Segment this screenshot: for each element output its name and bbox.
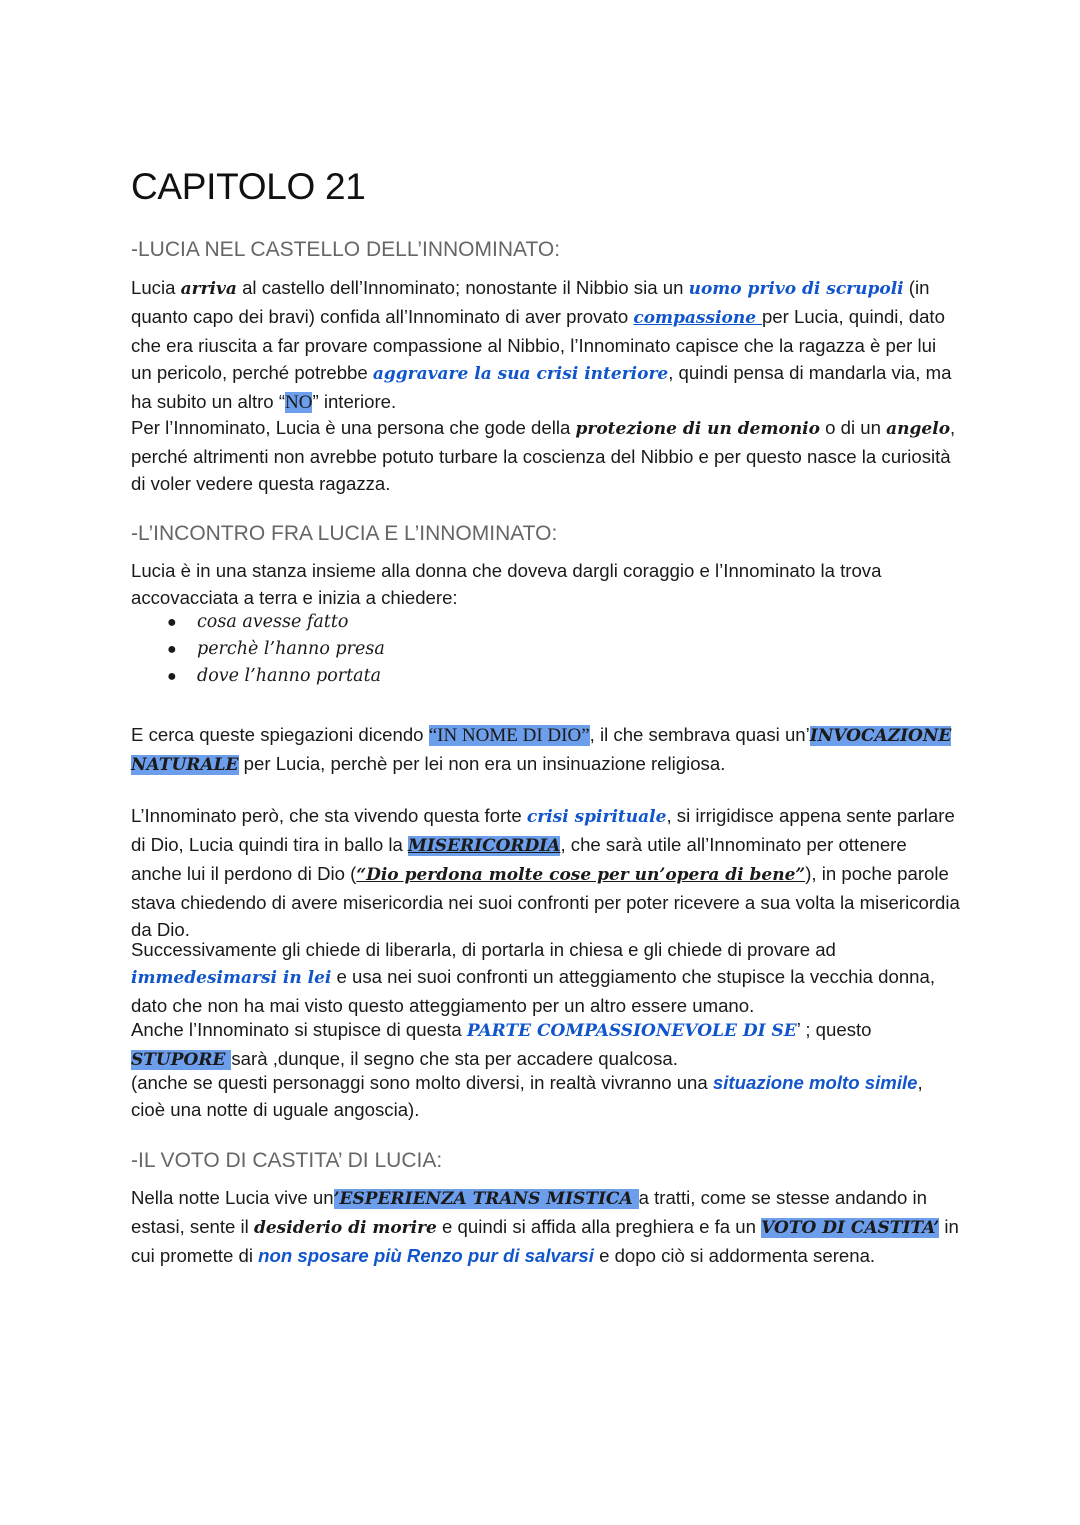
list-item: ● dove l’hanno portata: [167, 666, 382, 686]
emphasis-compassione: compassione: [633, 308, 762, 328]
section-heading-lucia-castello: -LUCIA NEL CASTELLO DELL’INNOMINATO:: [131, 238, 561, 261]
paragraph-misericordia: L’Innominato però, che sta vivendo questa forte crisi spirituale, si irrigidisce appena sente parlare di Dio, Lucia quindi tira in ballo la MISERICORDIA, che sarà utile all’Innominato per ottenere anche lui il perdono di Dio (“Dio perdona molte cose per un’opera di bene”), in poche parole stava chiedendo di avere misericordia nei suoi confronti per poter ricevere a sua volta la misericordia da Dio.: [131, 805, 960, 940]
paragraph-in-nome-di-dio: E cerca queste spiegazioni dicendo “IN NOME DI DIO”, il che sembrava quasi un’INVOCAZIONE NATURALE per Lucia, perchè per lei non era un insinuazione religiosa.: [131, 724, 952, 775]
emphasis-desiderio-morire: desiderio di morire: [253, 1218, 437, 1238]
emphasis-uomo-privo-di-scrupoli: uomo privo di scrupoli: [688, 279, 904, 299]
emphasis-crisi-spirituale: crisi spirituale: [526, 807, 667, 827]
emphasis-non-sposare-renzo: non sposare più Renzo pur di salvarsi: [258, 1245, 594, 1266]
question-list: [131, 609, 385, 690]
emphasis-aggravare-crisi: aggravare la sua crisi interiore: [372, 364, 669, 384]
section-heading-incontro: -L’INCONTRO FRA LUCIA E L’INNOMINATO:: [131, 522, 558, 545]
paragraph-incontro-intro: Lucia è in una stanza insieme alla donna che doveva dargli coraggio e l’Innominato la trova accovacciata a terra e inizia a chiedere:: [131, 560, 882, 608]
emphasis-angelo: angelo: [886, 419, 951, 439]
emphasis-situazione-simile: situazione molto simile: [712, 1072, 918, 1093]
emphasis-protezione-demonio: protezione di un demonio: [575, 419, 820, 439]
paragraph-lucia-arriva: Lucia arriva al castello dell’Innominato; nonostante il Nibbio sia un uomo privo di scrupoli (in quanto capo dei bravi) confida all’Innominato di aver provato compassione per Lucia, quindi, dato che era riuscita a far provare compassione al Nibbio, l’Innominato capisce che la ragazza è per lui un pericolo, perché potrebbe aggravare la sua crisi interiore, quindi pensa di mandarla via, ma ha subito un altro “NO” interiore.: [131, 277, 952, 413]
page-title: CAPITOLO 21: [131, 166, 366, 207]
paragraph-protezione: Per l’Innominato, Lucia è una persona che gode della protezione di un demonio o di un angelo, perché altrimenti non avrebbe potuto turbare la coscienza del Nibbio e per questo nasce la curiosità di voler vedere questa ragazza.: [131, 417, 956, 494]
paragraph-voto-castita: Nella notte Lucia vive un’ESPERIENZA TRANS MISTICA a tratti, come se stesse andando in estasi, sente il desiderio di morire e quindi si affida alla preghiera e fa un VOTO DI CASTITA’ in cui promette di non sposare più Renzo pur di salvarsi e dopo ciò si addormenta serena.: [131, 1187, 959, 1266]
emphasis-immedesimarsi: immedesimarsi in lei: [131, 968, 332, 988]
highlight-voto-castita: VOTO DI CASTITA’: [761, 1218, 940, 1238]
section-heading-voto: -IL VOTO DI CASTITA’ DI LUCIA:: [131, 1149, 443, 1172]
highlight-invocazione-naturale: INVOCAZIONE NATURALE: [131, 726, 952, 775]
emphasis-parte-compassionevole: PARTE COMPASSIONEVOLE DI SE: [466, 1021, 797, 1041]
emphasis-arriva: arriva: [180, 279, 237, 299]
paragraph-situazione-simile: (anche se questi personaggi sono molto diversi, in realtà vivranno una situazione molto simile, cioè una notte di uguale angoscia).: [131, 1072, 923, 1120]
highlight-esperienza-mistica: ’ESPERIENZA TRANS MISTICA: [333, 1189, 639, 1209]
list-item: ● cosa avesse fatto: [167, 612, 349, 632]
highlight-misericordia: MISERICORDIA: [408, 836, 561, 856]
highlight-no: NO: [285, 392, 313, 413]
paragraph-liberarla: Successivamente gli chiede di liberarla, di portarla in chiesa e gli chiede di provare ad immedesimarsi in lei e usa nei suoi confronti un atteggiamento che stupisce la vecchia donna, dato che non ha mai visto questo atteggiamento per un altro essere umano.: [131, 939, 936, 1016]
quote-dio-perdona: “Dio perdona molte cose per un’opera di bene”: [356, 865, 806, 885]
list-item: ● perchè l’hanno presa: [167, 639, 385, 659]
paragraph-stupore: Anche l’Innominato si stupisce di questa PARTE COMPASSIONEVOLE DI SE’ ; questo STUPORE sarà ,dunque, il segno che sta per accadere qualcosa.: [131, 1019, 872, 1070]
highlight-in-nome-di-dio: “IN NOME DI DIO”: [428, 725, 590, 746]
highlight-stupore: STUPORE: [131, 1050, 232, 1070]
